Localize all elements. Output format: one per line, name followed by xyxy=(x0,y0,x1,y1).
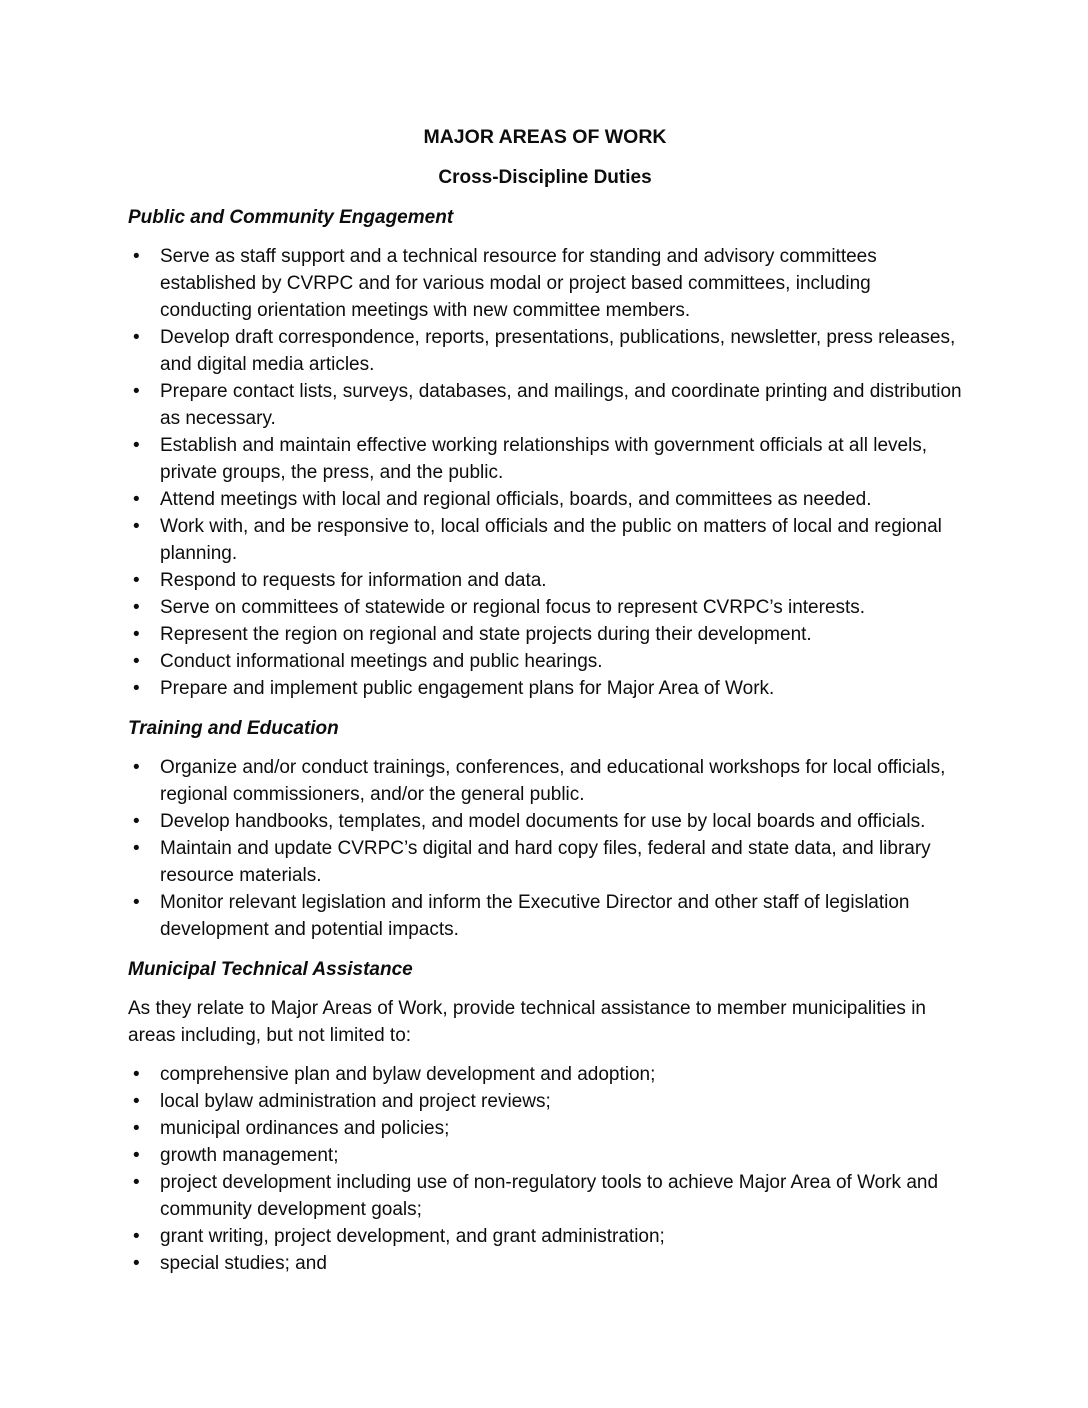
list-item: • Serve on committees of statewide or regional focus to represent CVRPC’s interests. xyxy=(128,594,962,621)
list-item: • project development including use of non-regulatory tools to achieve Major Area of Work and community development goals; xyxy=(128,1169,962,1223)
list-item: • Attend meetings with local and regional officials, boards, and committees as needed. xyxy=(128,486,962,513)
document-subtitle: Cross-Discipline Duties xyxy=(438,167,652,188)
list-item: • Maintain and update CVRPC’s digital and hard copy files, federal and state data, and library resource materials. xyxy=(128,835,962,889)
list-item: • Organize and/or conduct trainings, conferences, and educational workshops for local officials, regional commissioners, and/or the general public. xyxy=(128,754,962,808)
list-item: • Develop draft correspondence, reports, presentations, publications, newsletter, press releases, and digital media articles. xyxy=(128,324,962,378)
section-intro-paragraph: As they relate to Major Areas of Work, provide technical assistance to member municipalities in areas including, but not limited to: xyxy=(128,998,926,1046)
list-item: • Establish and maintain effective working relationships with government officials at all levels, private groups, the press, and the public. xyxy=(128,432,962,486)
list-item: • municipal ordinances and policies; xyxy=(128,1115,962,1142)
bullet-list-municipal-technical-assistance xyxy=(128,1061,962,1277)
list-item: • grant writing, project development, and grant administration; xyxy=(128,1223,962,1250)
section-heading-public-and-community-engagement: Public and Community Engagement xyxy=(128,207,454,228)
document-title: MAJOR AREAS OF WORK xyxy=(423,126,667,148)
list-item: • Prepare and implement public engagement plans for Major Area of Work. xyxy=(128,675,962,702)
bullet-list-public-and-community-engagement xyxy=(128,243,962,702)
list-item: • special studies; and xyxy=(128,1250,962,1277)
list-item: • Conduct informational meetings and public hearings. xyxy=(128,648,962,675)
list-item: • Monitor relevant legislation and inform the Executive Director and other staff of legislation development and potential impacts. xyxy=(128,889,962,943)
list-item: • comprehensive plan and bylaw development and adoption; xyxy=(128,1061,962,1088)
list-item: • Respond to requests for information and data. xyxy=(128,567,962,594)
list-item: • Represent the region on regional and state projects during their development. xyxy=(128,621,962,648)
list-item: • growth management; xyxy=(128,1142,962,1169)
list-item: • Prepare contact lists, surveys, databases, and mailings, and coordinate printing and distribution as necessary. xyxy=(128,378,962,432)
section-heading-training-and-education: Training and Education xyxy=(128,718,339,739)
list-item: • local bylaw administration and project reviews; xyxy=(128,1088,962,1115)
list-item: • Develop handbooks, templates, and model documents for use by local boards and officials. xyxy=(128,808,962,835)
section-public-and-community-engagement xyxy=(128,204,962,702)
section-municipal-technical-assistance xyxy=(128,956,962,1277)
bullet-list-training-and-education xyxy=(128,754,962,943)
list-item: • Work with, and be responsive to, local officials and the public on matters of local and regional planning. xyxy=(128,513,962,567)
section-heading-municipal-technical-assistance: Municipal Technical Assistance xyxy=(128,959,413,980)
list-item: • Serve as staff support and a technical resource for standing and advisory committees established by CVRPC and for various modal or project based committees, including conducting orientation meetings with new committee members. xyxy=(128,243,962,324)
section-training-and-education xyxy=(128,715,962,943)
